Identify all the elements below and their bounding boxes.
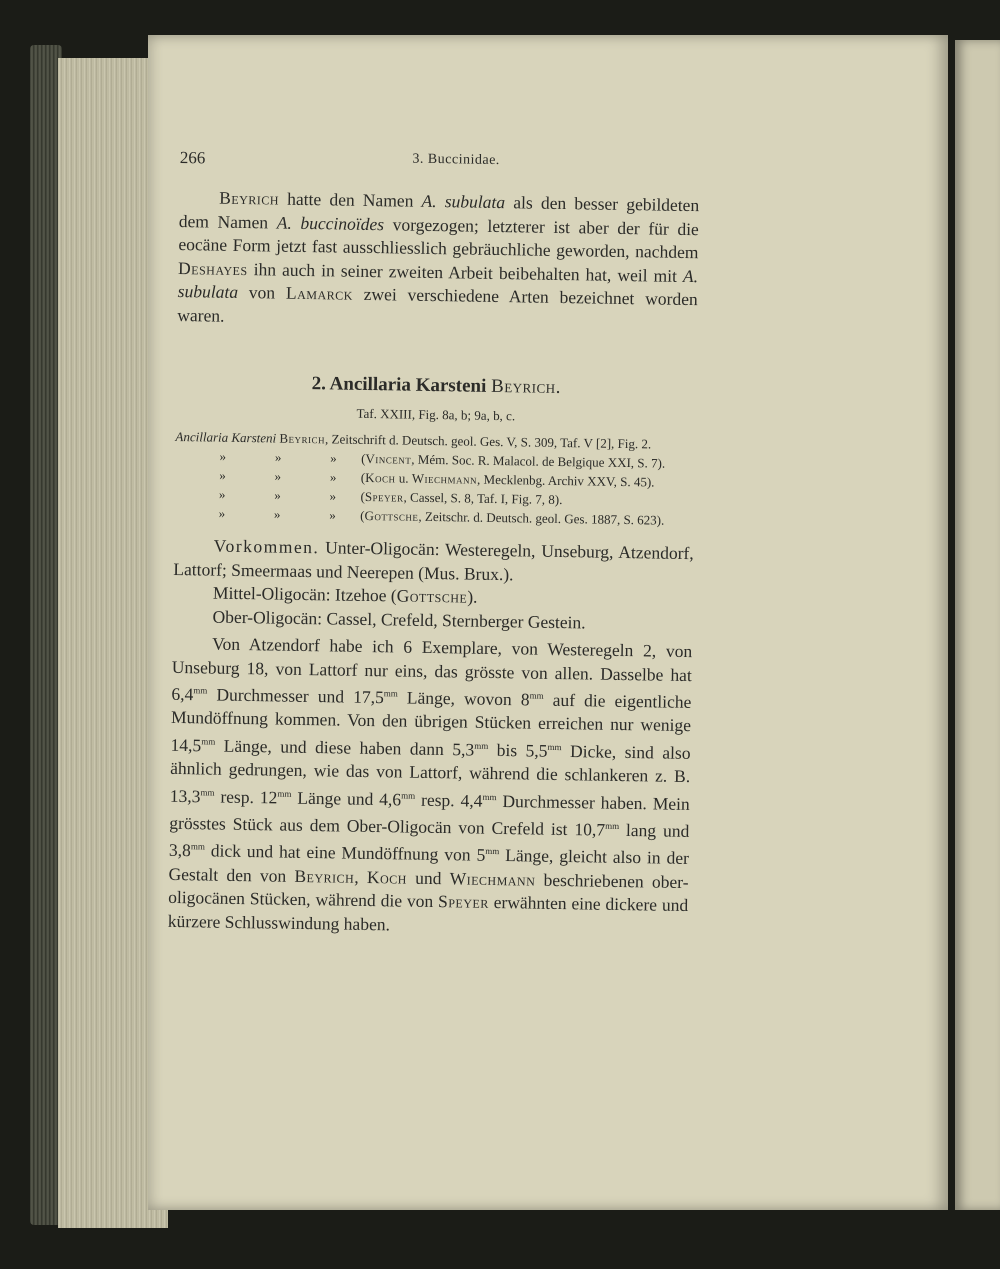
description-paragraph: Von Atzendorf habe ich 6 Exemplare, von Westeregeln 2, von Unseburg 18, von Lattorf nur eins, das grösste von allen. Dasselbe hat $6,4^{mm}$ Durchmesser und $17,5^{mm}$ Länge, wovon $8^{mm}$ auf die eigentliche Mundöffnung kommen. Von den übrigen Stücken erreichen nur wenige $14,5^{mm}$ Länge, und diese haben dann $5,3^{mm}$ bis $5,5^{mm}$ Dicke, sind also ähnlich gedrungen, wie das von Lattorf, während die schlankeren z. B. $13,3^{mm}$ resp. $12^{mm}$ Länge und $4,6^{mm}$ resp. $4,4^{mm}$ Durchmesser haben. Mein grösstes Stück aus dem Ober-Oligocän von Crefeld ist $10,7^{mm}$ lang und $3,8^{mm}$ dick und hat eine Mundöffnung von $5^{mm}$ Länge, gleicht also in der Gestalt den von Beyrich, Koch und Wiechmann beschriebenen ober-oligocänen Stücken, während die von Speyer erwähnten eine dickere und kürzere Schlusswindung haben.	[167, 633, 693, 935]
page-content	[168, 148, 700, 941]
text: von	[237, 281, 287, 303]
text: Unter-Oligocän: Westeregeln, Unseburg, Atzendorf, Lattorf; Smeermaas und Neerepen (Mus. Brux.).	[173, 537, 694, 584]
taxon: A. buccinoïdes	[276, 212, 385, 234]
ditto-marks: » » »	[218, 505, 336, 523]
reference: , Zeitschrift d. Deutsch. geol. Ges. V, S. 309, Taf. V [2], Fig. 2.	[325, 431, 652, 452]
synonymy-list	[174, 427, 695, 530]
text: vorgezogen; letzterer ist aber der für die eocäne Form jetzt fast ausschliesslich gebräuchliche geworden, nachdem	[178, 213, 699, 263]
text: hatte den Namen	[278, 188, 422, 211]
running-title: 3. Buccinidae.	[412, 151, 500, 169]
ditto-marks: » » »	[219, 448, 337, 466]
text: zwei verschiedene Arten bezeichnet worden waren.	[177, 283, 698, 326]
ditto-marks: » » »	[218, 486, 337, 504]
occurrence-ober: Ober-Oligocän: Cassel, Crefeld, Sternberger Gestein.	[212, 606, 586, 632]
species-number: 2.	[311, 373, 327, 395]
text: als den besser gebildeten dem Namen	[178, 192, 700, 233]
reference: (Gottsche, Zeitschr. d. Deutsch. geol. Ges. 1887, S. 623).	[360, 507, 665, 528]
occurrence-mittel: Mittel-Oligocän: Itzehoe (Gottsche).	[212, 582, 478, 607]
species-heading	[176, 371, 696, 401]
page-number: 266	[179, 148, 206, 168]
reference: (Speyer, Cassel, S. 8, Taf. I, Fig. 7, 8).	[360, 488, 563, 508]
reference: (Koch u. Wiechmann, Mecklenbg. Archiv XXV, S. 45).	[360, 469, 655, 490]
taxon: Ancillaria Karsteni	[175, 428, 277, 446]
author: Beyrich	[279, 430, 326, 447]
taxon: A. subulata	[177, 265, 699, 302]
author-beyrich: Beyrich	[219, 187, 280, 209]
author-lamarck: Lamarck	[285, 282, 354, 304]
plate-reference: Taf. XXIII, Fig. 8a, b; 9a, b, c.	[356, 405, 516, 424]
taxon: A. subulata	[421, 190, 506, 213]
reference: (Vincent, Mém. Soc. R. Malacol. de Belgique XXI, S. 7).	[361, 450, 666, 471]
author-deshayes: Deshayes	[177, 257, 248, 279]
occurrence-paragraph	[173, 534, 694, 589]
species-author: Beyrich.	[490, 375, 562, 399]
text: ihn auch in seiner zweiten Arbeit beibehalten hat, weil mit	[247, 258, 684, 286]
facing-page-edge	[955, 40, 1000, 1210]
ditto-marks: » » »	[219, 467, 337, 485]
species-name: Ancillaria Karsteni	[329, 373, 487, 397]
occurrence-label: Vorkommen.	[213, 535, 320, 558]
intro-paragraph	[177, 186, 699, 335]
